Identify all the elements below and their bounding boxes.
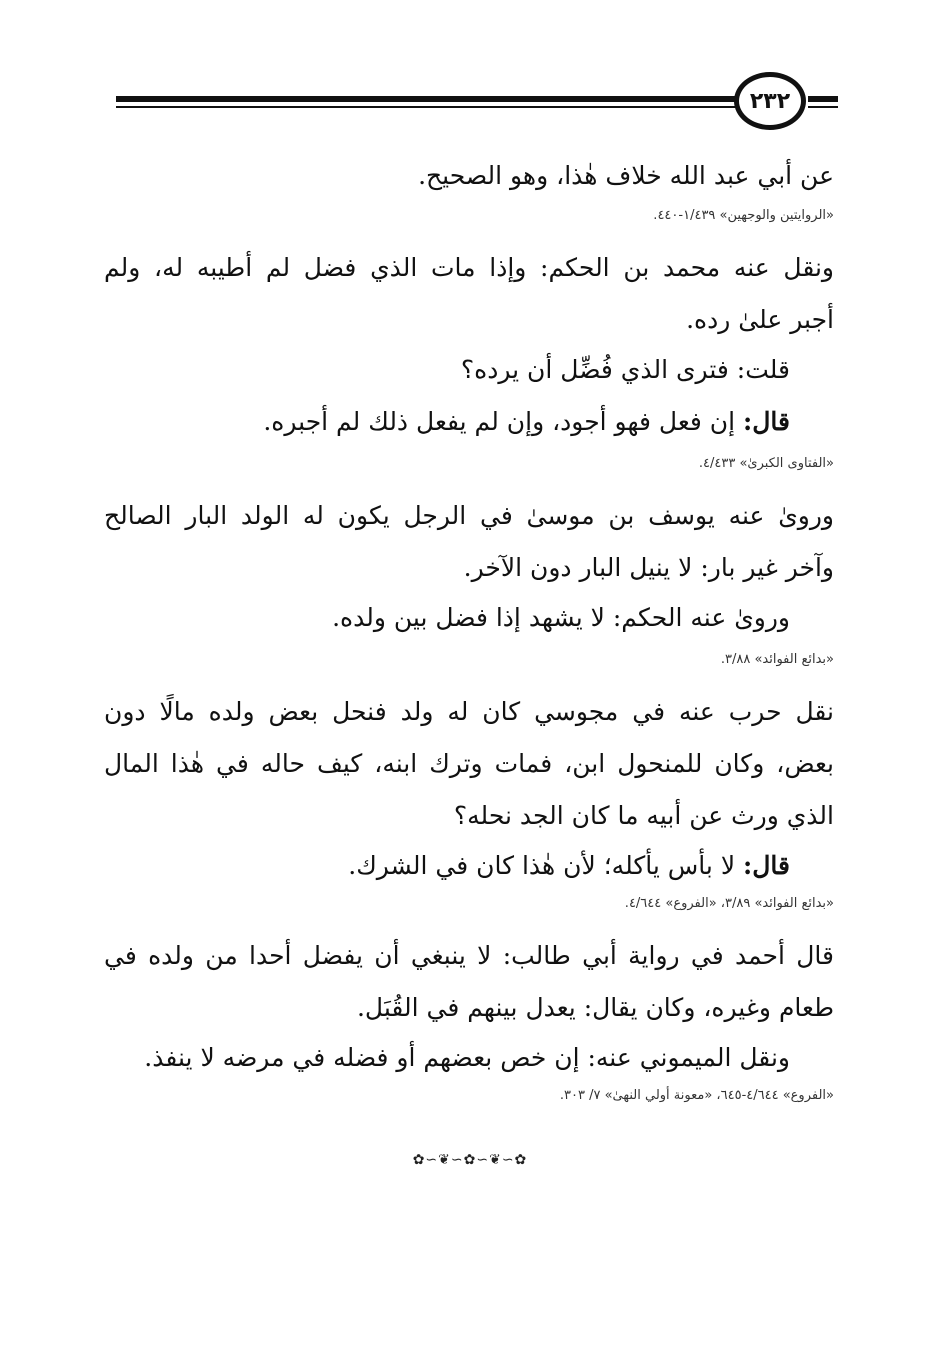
answer-text: لا بأس يأكله؛ لأن هٰذا كان في الشرك.	[348, 851, 744, 880]
paragraph-line: عن أبي عبد الله خلاف هٰذا، وهو الصحيح.	[418, 161, 834, 190]
page-number: ٢٣٢	[734, 72, 806, 130]
reference-note: «الفتاوى الكبرىٰ» ٤/٤٣٣.	[698, 456, 834, 471]
answer-line	[104, 396, 834, 448]
reference-note: «الروايتين والوجهين» ١/٤٣٩-٤٤٠.	[653, 208, 834, 223]
header-rule-thin	[116, 106, 736, 108]
header-rule-right-thin	[808, 106, 838, 108]
paragraph-line: بعض، وكان للمنحول ابن، فمات وترك ابنه، كيف حاله في هٰذا المال	[104, 749, 834, 778]
paragraph-line: طعام وغيره، وكان يقال: يعدل بينهم في القُبَل.	[356, 993, 834, 1022]
question-line	[104, 344, 834, 396]
paragraph-line: ونقل عنه محمد بن الحكم: وإذا مات الذي فضل لم أطيبه له، ولم	[104, 253, 834, 282]
paragraph-line: الذي ورث عن أبيه ما كان الجد نحله؟	[453, 801, 834, 830]
question-label: قلت:	[736, 355, 790, 384]
reference-note: «بدائع الفوائد» ٣/٨٩، «الفروع» ٤/٦٤٤.	[624, 896, 834, 911]
answer-line	[104, 840, 834, 892]
answer-text: إن فعل فهو أجود، وإن لم يفعل ذلك لم أجبره.	[263, 407, 744, 436]
footer-ornament: ✿∽❦∽✿∽❦∽✿	[412, 1152, 528, 1168]
header-rule-right-thick	[808, 96, 838, 102]
question-text: فترى الذي فُضِّل أن يرده؟	[460, 355, 737, 384]
answer-label: قال:	[743, 407, 790, 436]
header-rule-thick	[116, 96, 736, 102]
paragraph-line: ونقل الميموني عنه: إن خص بعضهم أو فضله في مرضه لا ينفذ.	[144, 1043, 790, 1072]
paragraph-line: وروىٰ عنه الحكم: لا يشهد إذا فضل بين ولده.	[332, 603, 790, 632]
paragraph-line: قال أحمد في رواية أبي طالب: لا ينبغي أن يفضل أحدا من ولده في	[104, 941, 834, 970]
paragraph-line: أجبر علىٰ رده.	[686, 305, 834, 334]
reference-note: «بدائع الفوائد» ٣/٨٨.	[720, 652, 834, 667]
paragraph-line: نقل حرب عنه في مجوسي كان له ولد فنحل بعض ولده مالًا دون	[104, 697, 834, 726]
paragraph-line: وروىٰ عنه يوسف بن موسىٰ في الرجل يكون له الولد البار الصالح	[104, 501, 834, 530]
paragraph-line: وآخر غير بار: لا ينيل البار دون الآخر.	[463, 553, 834, 582]
answer-label: قال:	[743, 851, 790, 880]
reference-note: «الفروع» ٤/٦٤٤-٦٤٥، «معونة أولي النهىٰ» ٧/ ٣٠٣.	[559, 1088, 834, 1103]
